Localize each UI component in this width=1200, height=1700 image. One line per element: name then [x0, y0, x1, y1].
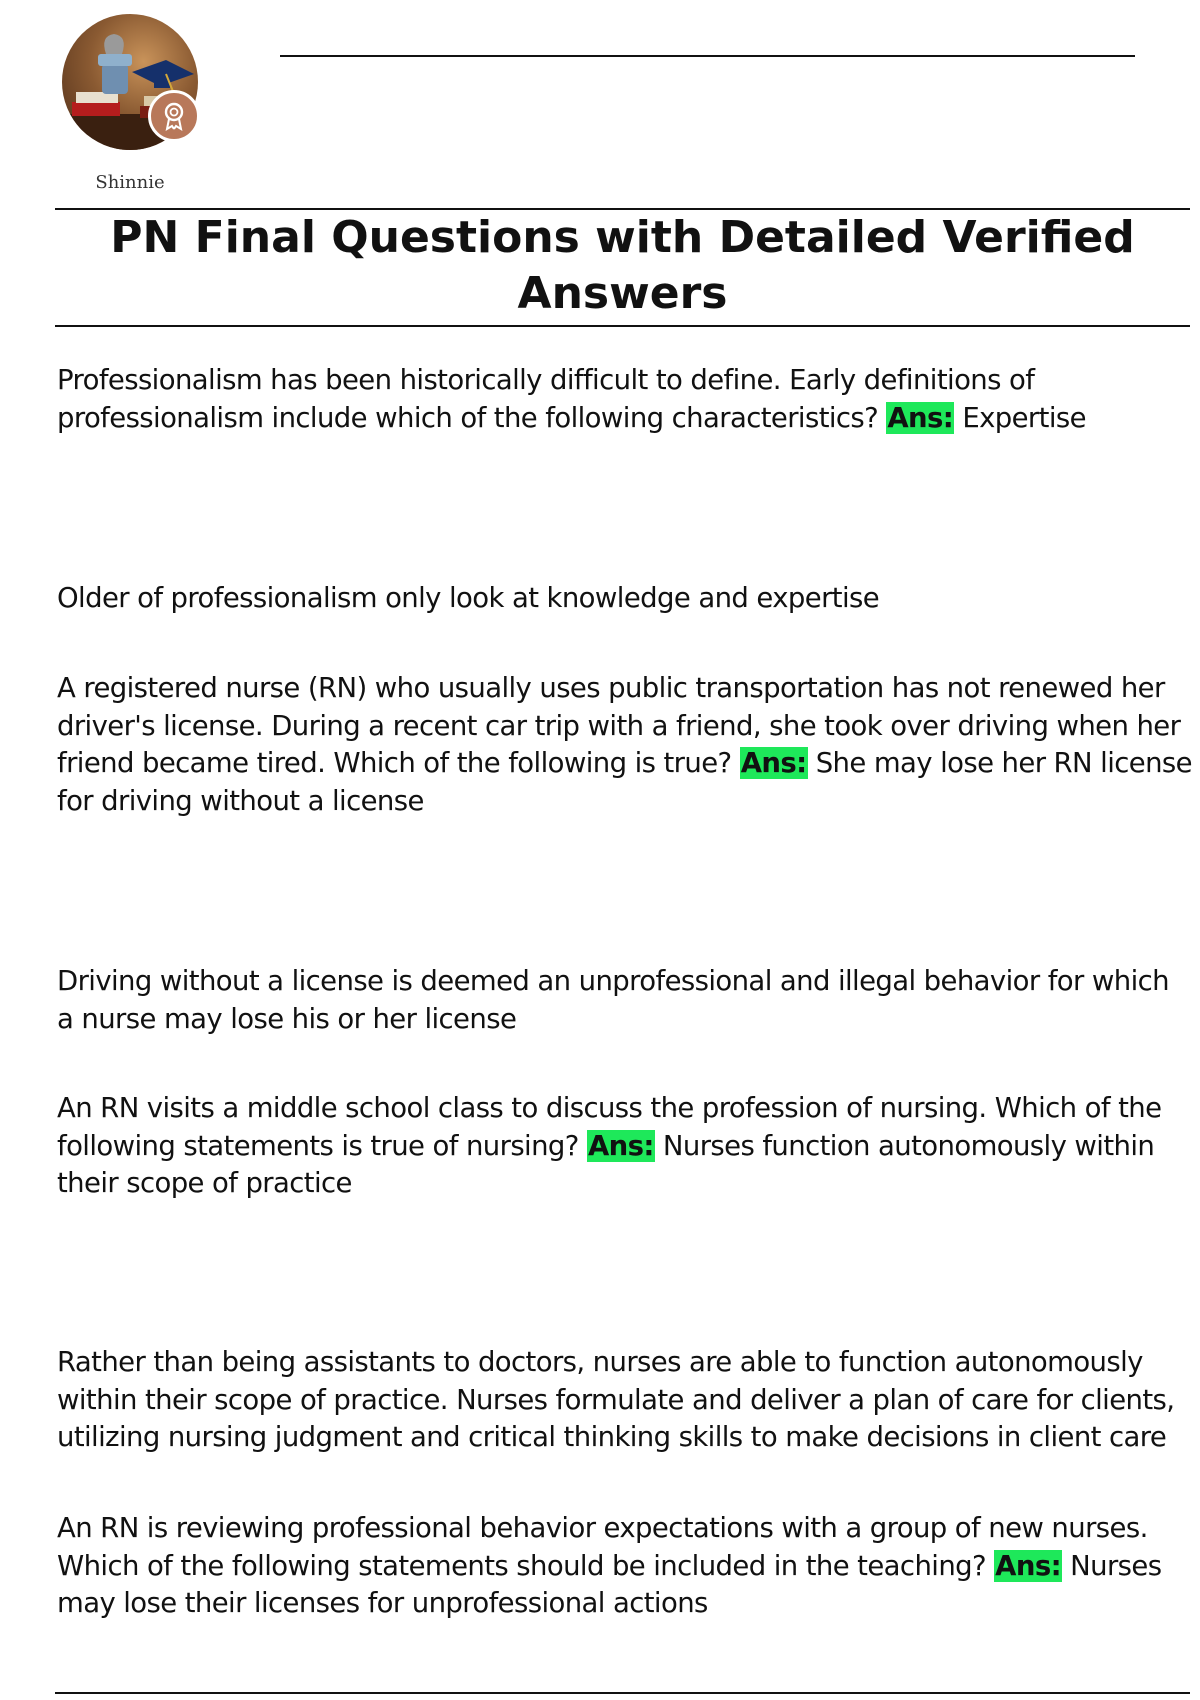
footer-rule [55, 1692, 1190, 1694]
question-2 [57, 670, 1192, 820]
question-1 [57, 362, 1192, 437]
question-text: An RN is reviewing professional behavior expectations with a group of new nurses. Which of the following statements should be included in the teaching? [57, 1512, 1148, 1582]
question-text: An RN visits a middle school class to discuss the profession of nursing. Which of the following statements is true of nursing? [57, 1092, 1162, 1162]
question-4 [57, 1510, 1192, 1623]
answer-text: Nurses may lose their licenses for unprofessional actions [57, 1549, 1162, 1619]
award-badge-icon [148, 90, 200, 142]
rationale-3: Rather than being assistants to doctors, nurses are able to function autonomously within their scope of practice. Nurses formulate and deliver a plan of care for clients, utilizing nursing judgment and critical thinking skills to make decisions in client care [57, 1346, 1175, 1453]
author-avatar[interactable] [62, 14, 198, 150]
author-name[interactable]: Shinnie [95, 172, 165, 193]
ans-label: Ans: [995, 1549, 1061, 1582]
ans-label: Ans: [887, 401, 954, 434]
ans-label: Ans: [587, 1129, 654, 1162]
page-title: PN Final Questions with Detailed Verified Answers [110, 212, 1135, 319]
answer-text: Expertise [962, 401, 1086, 434]
question-text: Professionalism has been historically difficult to define. Early definitions of professionalism include which of the following characteristics? [57, 364, 1035, 434]
rationale-1: Older of professionalism only look at knowledge and expertise [57, 582, 880, 614]
answer-text: She may lose her RN license for driving without a license [57, 747, 1192, 817]
title-bottom-rule [55, 325, 1190, 327]
rationale-2: Driving without a license is deemed an unprofessional and illegal behavior for which a nurse may lose his or her license [57, 965, 1169, 1035]
ans-label: Ans: [740, 747, 807, 779]
question-text: A registered nurse (RN) who usually uses public transportation has not renewed her driver's license. During a recent car trip with a friend, she took over driving when her friend became tired. Which of the following is true? [57, 672, 1181, 779]
answer-text: Nurses function autonomously within their scope of practice [57, 1129, 1155, 1199]
question-3 [57, 1090, 1192, 1203]
header-divider-line [280, 55, 1135, 57]
